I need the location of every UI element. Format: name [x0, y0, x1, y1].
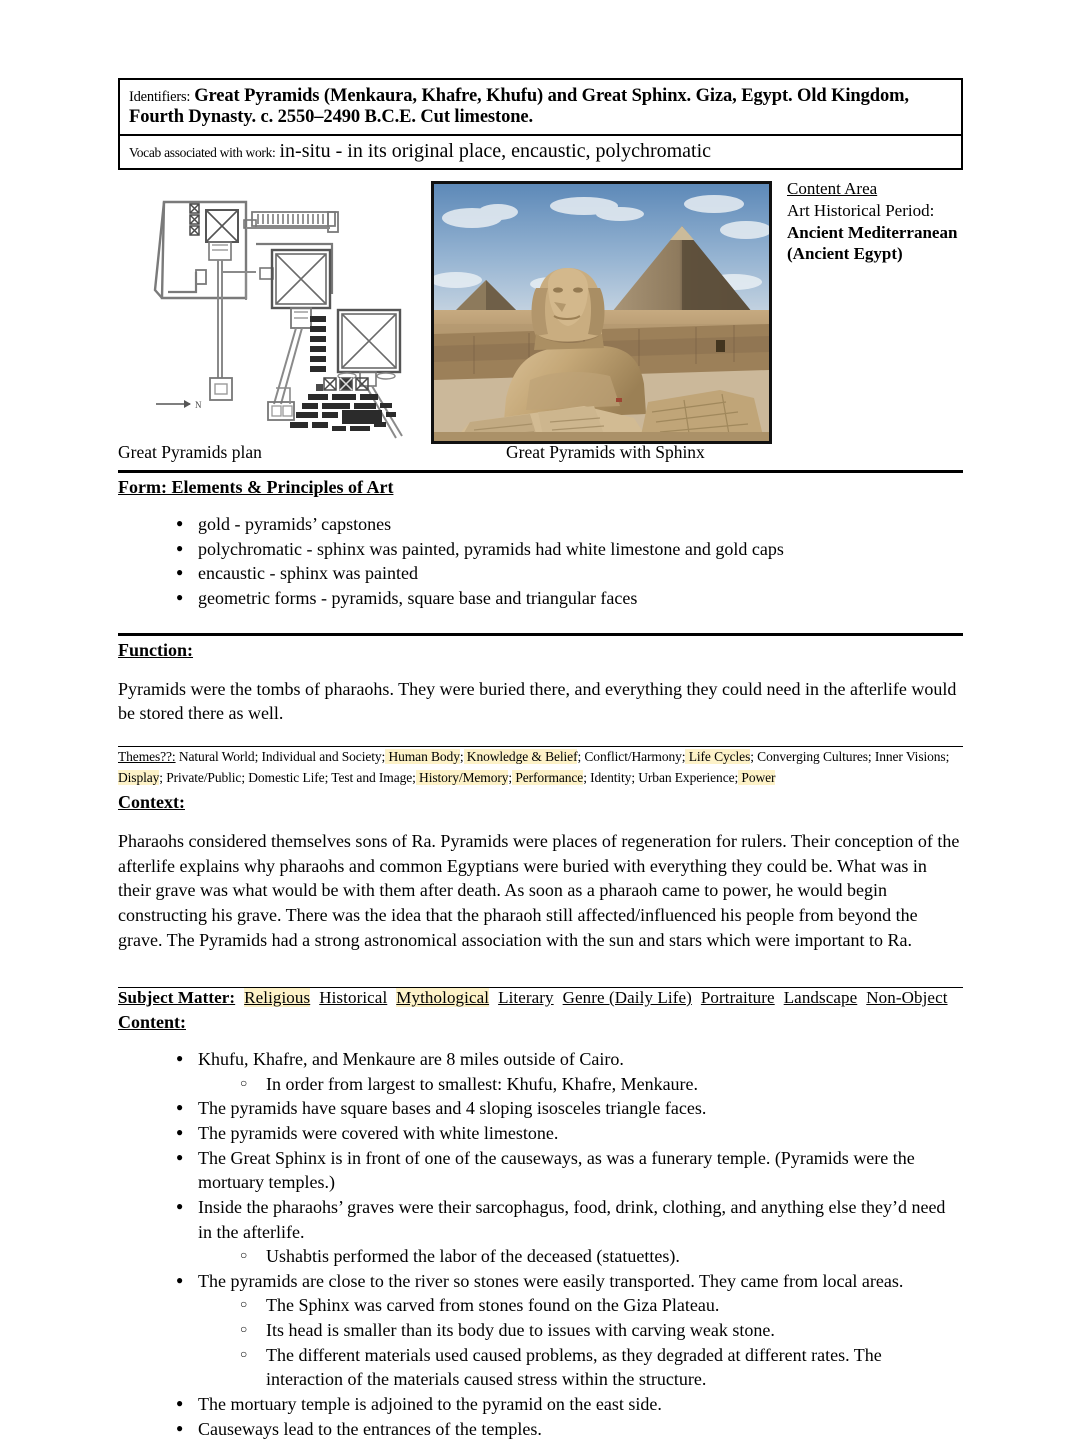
figures-row: [118, 170, 963, 442]
rule-above-function: [118, 633, 963, 636]
list-item: [176, 1417, 963, 1441]
theme-separator: ;: [750, 749, 754, 765]
subject-option: Literary: [498, 987, 554, 1007]
north-arrow-icon: [156, 400, 191, 408]
theme-separator: ;: [241, 769, 245, 785]
vocab-colon: :: [272, 145, 276, 160]
list-item-text: Causeways lead to the entrances of the temples.: [198, 1418, 542, 1439]
identifiers-box: [118, 78, 963, 136]
themes-label: Themes??:: [118, 749, 176, 765]
theme-separator: ;: [254, 749, 259, 765]
sub-list: [198, 1293, 963, 1392]
content-bullet-list: [118, 1047, 963, 1441]
subject-option: Religious: [244, 987, 311, 1007]
theme-item: History/Memory: [415, 769, 509, 785]
list-item-text: The Great Sphinx is in front of one of the causeways, as was a funerary temple. (Pyramids were the mortuary temples.): [198, 1147, 915, 1193]
theme-separator: ;: [867, 749, 872, 765]
themes-items: [118, 749, 949, 784]
theme-separator: ;: [945, 749, 950, 765]
photo-caption: Great Pyramids with Sphinx: [506, 442, 705, 462]
sub-list-item: ○ Ushabtis performed the labor of the deceased (statuettes).: [240, 1244, 963, 1269]
function-paragraph: Pyramids were the tombs of pharaohs. They were buried there, and everything they could need in the afterlife would be stored there as well.: [118, 678, 957, 724]
theme-item: Human Body: [385, 749, 460, 765]
list-item-text: The pyramids have square bases and 4 sloping isosceles triangle faces.: [198, 1098, 707, 1119]
sub-list-item: ○ Its head is smaller than its body due to issues with carving weak stone.: [240, 1318, 963, 1343]
figure-captions: [118, 442, 963, 468]
sub-list-item: ○ The Sphinx was carved from stones found on the Giza Plateau.: [240, 1293, 963, 1318]
great-pyramids-with-sphinx-photo: [431, 181, 772, 444]
subject-matter-line: [118, 988, 963, 1008]
theme-item: Domestic Life: [244, 769, 325, 785]
theme-separator: ;: [734, 769, 739, 785]
form-bullet-list: [118, 512, 963, 611]
subject-option: Mythological: [396, 987, 490, 1007]
theme-separator: ;: [583, 769, 587, 785]
content-area-column: [787, 178, 967, 265]
theme-item: Conflict/Harmony: [581, 749, 682, 765]
theme-item: Converging Cultures: [753, 749, 868, 765]
list-item: [176, 1096, 963, 1121]
list-item: [176, 1269, 963, 1392]
list-item-text: The mortuary temple is adjoined to the pyramid on the east side.: [198, 1394, 662, 1415]
sub-list-item: ○ In order from largest to smallest: Khufu, Khafre, Menkaure.: [240, 1072, 963, 1097]
content-area-heading: Content Area: [787, 179, 878, 198]
great-pyramids-plan-diagram: [150, 182, 410, 444]
theme-separator: ;: [577, 749, 582, 765]
list-item-text: The pyramids are close to the river so stones were easily transported. They came from local areas.: [198, 1270, 904, 1291]
form-heading: Form: Elements & Principles of Art: [118, 477, 394, 497]
subject-option: Non-Object: [866, 987, 948, 1007]
worksheet-page: [118, 78, 963, 1441]
themes-line: [118, 747, 963, 788]
theme-item: Natural World: [178, 749, 255, 765]
art-historical-period-label: Art Historical Period:: [787, 200, 935, 220]
identifiers-label: Identifiers: [129, 89, 187, 105]
theme-item: Power: [738, 769, 776, 785]
theme-separator: ;: [508, 769, 513, 785]
subject-option: Portraiture: [700, 987, 775, 1007]
art-historical-period-value: Ancient Mediterranean (Ancient Egypt): [787, 222, 958, 264]
plan-svg: [150, 182, 410, 444]
subject-matter-options: [244, 988, 947, 1007]
plan-caption: Great Pyramids plan: [118, 442, 262, 462]
photo-svg: [434, 184, 769, 441]
list-item: [176, 1047, 963, 1096]
list-item: ● geometric forms - pyramids, square base and triangular faces: [176, 586, 963, 611]
list-item-text: Khufu, Khafre, and Menkaure are 8 miles outside of Cairo.: [198, 1048, 624, 1069]
north-label: N: [195, 400, 202, 410]
theme-separator: ;: [681, 749, 686, 765]
theme-item: Display: [118, 769, 160, 785]
identifiers-colon: :: [186, 89, 191, 105]
list-item: [176, 1146, 963, 1195]
subject-option: Historical: [319, 987, 388, 1007]
sub-list-item: ○ The different materials used caused problems, as they degraded at different rates. The interaction of the materials caused stress within the structure.: [240, 1343, 963, 1392]
list-item-text: Inside the pharaohs’ graves were their sarcophagus, food, drink, clothing, and anything else they’d need in the afterlife.: [198, 1196, 946, 1242]
sub-list: [198, 1072, 963, 1097]
list-item: ● polychromatic - sphinx was painted, pyramids had white limestone and gold caps: [176, 537, 963, 562]
theme-separator: ;: [412, 769, 416, 785]
identifiers-value: Great Pyramids (Menkaura, Khafre, Khufu) and Great Sphinx. Giza, Egypt. Old Kingdom, Fourth Dynasty. c. 2550–2490 B.C.E. Cut limestone.: [129, 86, 909, 127]
vocab-box: [118, 136, 963, 170]
list-item-text: The pyramids were covered with white limestone.: [198, 1122, 559, 1143]
theme-item: Inner Visions: [871, 749, 946, 765]
content-heading: Content:: [118, 1011, 186, 1032]
vocab-label: Vocab associated with work: [129, 145, 273, 160]
theme-item: Urban Experience: [634, 769, 735, 785]
list-item: [176, 1121, 963, 1146]
theme-item: Life Cycles: [685, 749, 751, 765]
list-item: ● gold - pyramids’ capstones: [176, 512, 963, 537]
list-item: ● encaustic - sphinx was painted: [176, 561, 963, 586]
theme-item: Individual and Society: [258, 749, 382, 765]
subject-matter-label: Subject Matter:: [118, 987, 236, 1007]
theme-separator: ;: [631, 769, 635, 785]
context-heading: Context:: [118, 791, 185, 812]
function-heading: Function:: [118, 639, 194, 660]
theme-item: Knowledge & Belief: [463, 749, 578, 765]
theme-item: Performance: [512, 769, 584, 785]
list-item: [176, 1392, 963, 1417]
theme-item: Identity: [586, 769, 632, 785]
list-item: [176, 1195, 963, 1269]
subject-option: Genre (Daily Life): [562, 987, 692, 1007]
context-paragraph: Pharaohs considered themselves sons of Ra. Pyramids were places of regeneration for rulers. Their conception of the afterlife explains why pharaohs and common Egyptians were buried with everything they could be. What was in their grave was what would be with them after death. As soon as a pharaoh came to power, he would begin constructing his grave. There was the idea that the pharaoh still affected/influenced his people from beyond the grave. The Pyramids had a strong astronomical association with the sun and stars which were important to Ra.: [118, 830, 960, 951]
theme-separator: ;: [459, 749, 464, 765]
rule-above-form: [118, 470, 963, 473]
sub-list: [198, 1244, 963, 1269]
theme-item: Test and Image: [328, 769, 413, 785]
theme-separator: ;: [381, 749, 386, 765]
subject-option: Landscape: [783, 987, 858, 1007]
theme-separator: ;: [324, 769, 329, 785]
theme-item: Private/Public: [162, 769, 242, 785]
vocab-value: in-situ - in its original place, encaustic, polychromatic: [279, 140, 712, 162]
theme-separator: ;: [159, 769, 163, 785]
